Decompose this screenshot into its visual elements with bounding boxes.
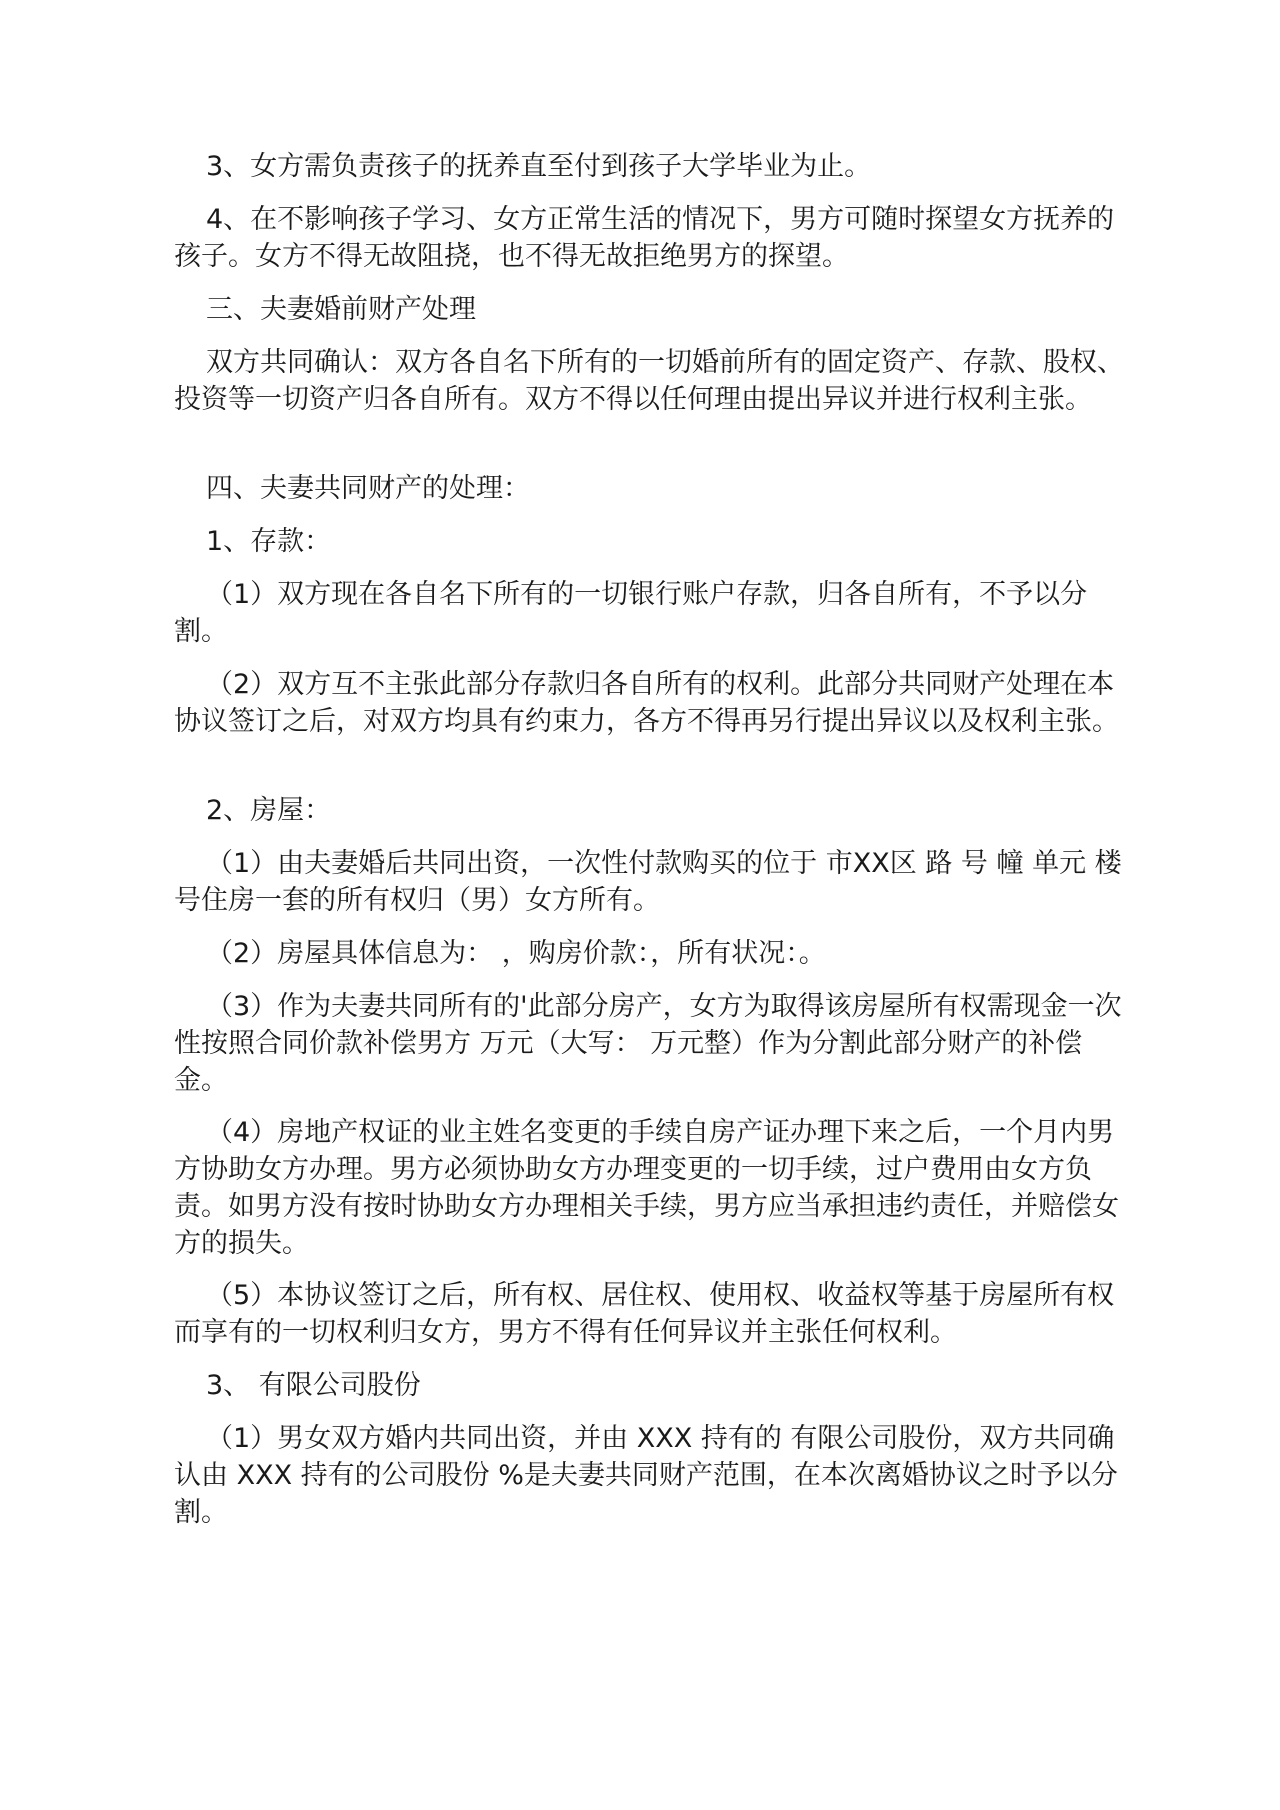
paragraph-visitation-rights: 4、在不影响孩子学习、女方正常生活的情况下，男方可随时探望女方抚养的孩子。女方不得无故阻挠，也不得无故拒绝男方的探望。 — [174, 204, 1115, 272]
paragraph-deposits-item-1: （1）双方现在各自名下所有的一切银行账户存款，归各自所有，不予以分割。 — [174, 579, 1088, 647]
paragraph-house-item-3: （3）作为夫妻共同所有的'此部分房产，女方为取得该房屋所有权需现金一次性按照合同价款补偿男方 万元（大写： 万元整）作为分割此部分财产的补偿金。 — [174, 991, 1122, 1096]
heading-house: 2、房屋： — [206, 795, 332, 826]
paragraph-house-item-5: （5）本协议签订之后，所有权、居住权、使用权、收益权等基于房屋所有权而享有的一切权利归女方，男方不得有任何异议并主张任何权利。 — [174, 1280, 1115, 1348]
paragraph-company-shares-item-1: （1）男女双方婚内共同出资，并由 XXX 持有的 有限公司股份，双方共同确认由 XXX 持有的公司股份 %是夫妻共同财产范围，在本次离婚协议之时予以分割。 — [174, 1423, 1118, 1528]
paragraph-premarital-assets: 双方共同确认：双方各自名下所有的一切婚前所有的固定资产、存款、股权、投资等一切资产归各自所有。双方不得以任何理由提出异议并进行权利主张。 — [174, 347, 1124, 415]
paragraph-house-item-2: （2）房屋具体信息为： ，购房价款：，所有状况：。 — [206, 938, 826, 969]
paragraph-house-item-1: （1）由夫妻婚后共同出资，一次性付款购买的位于 市XX区 路 号 幢 单元 楼 号住房一套的所有权归（男）女方所有。 — [174, 848, 1122, 916]
paragraph-deposits-item-2: （2）双方互不主张此部分存款归各自所有的权利。此部分共同财产处理在本协议签订之后，对双方均具有约束力，各方不得再另行提出异议以及权利主张。 — [174, 669, 1119, 737]
paragraph-child-support-until-graduation: 3、女方需负责孩子的抚养直至付到孩子大学毕业为止。 — [206, 151, 872, 182]
heading-premarital-property: 三、夫妻婚前财产处理 — [206, 294, 476, 325]
heading-deposits: 1、存款： — [206, 526, 332, 557]
heading-joint-property: 四、夫妻共同财产的处理： — [206, 473, 530, 504]
paragraph-house-item-4: （4）房地产权证的业主姓名变更的手续自房产证办理下来之后，一个月内男方协助女方办理。男方必须协助女方办理变更的一切手续，过户费用由女方负责。如男方没有按时协助女方办理相关手续，男方应当承担违约责任，并赔偿女方的损失。 — [174, 1117, 1119, 1259]
heading-company-shares: 3、 有限公司股份 — [206, 1370, 421, 1401]
